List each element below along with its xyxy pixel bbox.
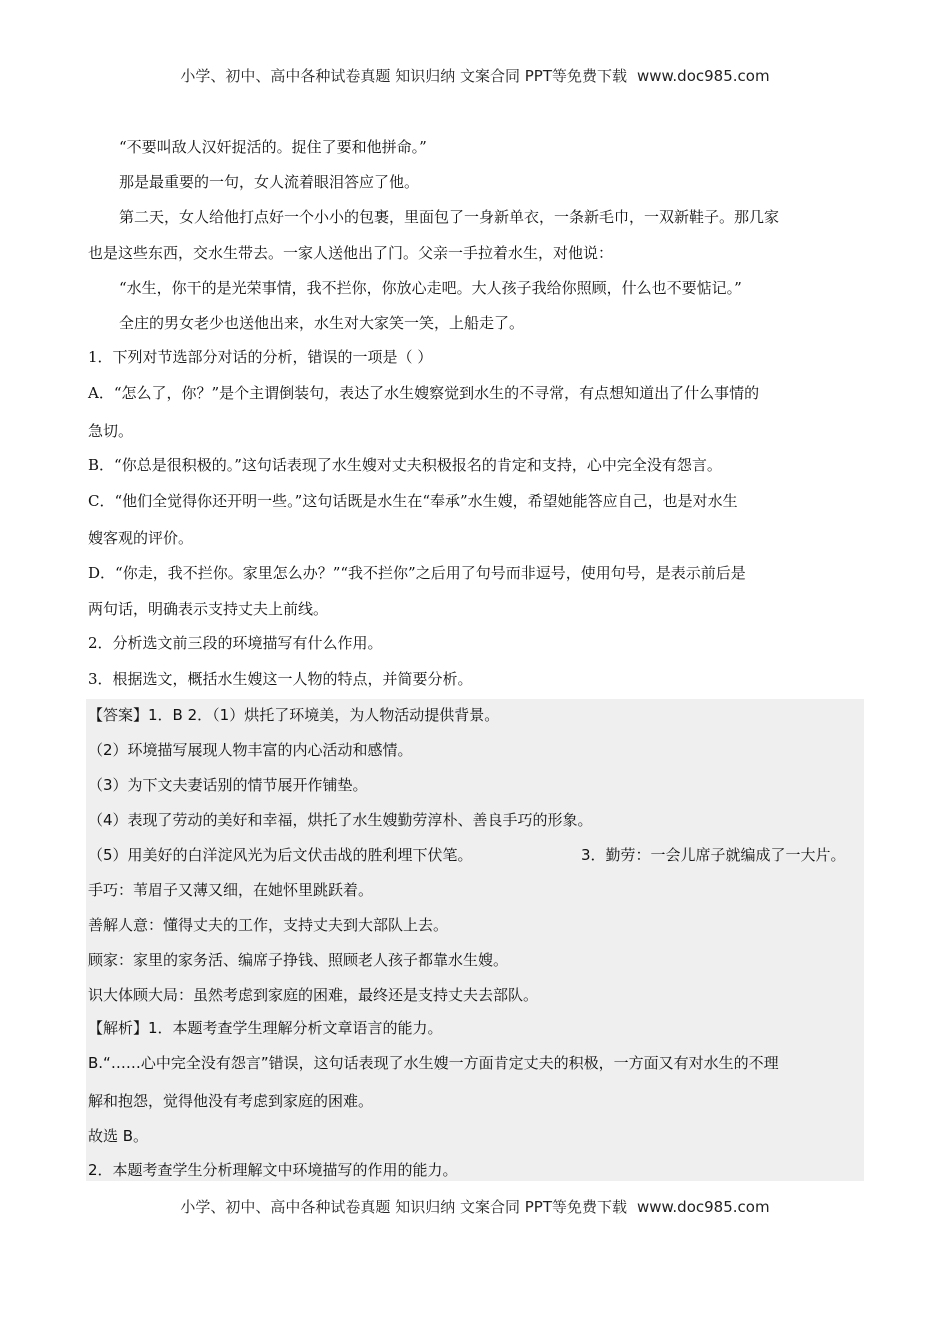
analysis-line: B.“……心中完全没有怨言”错误，这句话表现了水生嫂一方面肯定丈夫的积极，一方面又有对水生的不理 (88, 1054, 779, 1072)
answer-line: 【答案】1．B 2．（1）烘托了环境美，为人物活动提供背景。 (88, 706, 500, 724)
option-a-cont: 急切。 (88, 422, 134, 440)
passage-line: “水生，你干的是光荣事情，我不拦你，你放心走吧。大人孩子我给你照顾，什么也不要惦记。” (119, 279, 742, 297)
answer-line: 识大体顾大局：虽然考虑到家庭的困难，最终还是支持丈夫去部队。 (88, 986, 539, 1004)
option-b: B．“你总是很积极的。”这句话表现了水生嫂对丈夫积极报名的肯定和支持，心中完全没有怨言。 (88, 456, 722, 474)
analysis-line: 解和抱怨，觉得他没有考虑到家庭的困难。 (88, 1092, 374, 1110)
answer-line: 善解人意：懂得丈夫的工作，支持丈夫到大部队上去。 (88, 916, 449, 934)
option-d-cont: 两句话，明确表示支持丈夫上前线。 (88, 600, 329, 618)
answer-line: 3．勤劳：一会儿席子就编成了一大片。 (581, 846, 846, 864)
answer-line: 顾家：家里的家务活、编席子挣钱、照顾老人孩子都靠水生嫂。 (88, 951, 509, 969)
page-footer (0, 1196, 950, 1217)
passage-line: 也是这些东西，交水生带去。一家人送他出了门。父亲一手拉着水生，对他说： (88, 244, 614, 262)
passage-line: “不要叫敌人汉奸捉活的。捉住了要和他拼命。” (119, 138, 427, 156)
passage-line: 全庄的男女老少也送他出来，水生对大家笑一笑，上船走了。 (119, 314, 525, 332)
answer-line: （4）表现了劳动的美好和幸福，烘托了水生嫂勤劳淳朴、善良手巧的形象。 (88, 811, 593, 829)
analysis-line: 故选 B。 (88, 1127, 149, 1145)
option-a: A．“怎么了，你？”是个主谓倒装句，表达了水生嫂察觉到水生的不寻常，有点想知道出了什么事情的 (88, 384, 760, 402)
answer-line: （2）环境描写展现人物丰富的内心活动和感情。 (88, 741, 413, 759)
analysis-line: 2．本题考查学生分析理解文中环境描写的作用的能力。 (88, 1161, 458, 1179)
option-c: C．“他们全觉得你还开明一些。”这句话既是水生在“奉承”水生嫂，希望她能答应自己，也是对水生 (88, 492, 738, 510)
option-d: D．“你走，我不拦你。家里怎么办？”“我不拦你”之后用了句号而非逗号，使用句号，是表示前后是 (88, 564, 746, 582)
question-3: 3．根据选文，概括水生嫂这一人物的特点，并简要分析。 (88, 670, 473, 688)
footer-url[interactable]: www.doc985.com (636, 1198, 770, 1216)
option-c-cont: 嫂客观的评价。 (88, 529, 194, 547)
question-1: 1．下列对节选部分对话的分析，错误的一项是（ ） (88, 348, 433, 366)
answer-line: 手巧：苇眉子又薄又细，在她怀里跳跃着。 (88, 881, 374, 899)
page-header (0, 65, 950, 86)
answer-line: （5）用美好的白洋淀风光为后文伏击战的胜利埋下伏笔。 (88, 846, 473, 864)
passage-line: 第二天，女人给他打点好一个小小的包裹，里面包了一身新单衣，一条新毛巾，一双新鞋子。那几家 (119, 208, 780, 226)
header-url[interactable]: www.doc985.com (636, 67, 770, 85)
passage-line: 那是最重要的一句，女人流着眼泪答应了他。 (119, 173, 420, 191)
answer-line: （3）为下文夫妻话别的情节展开作铺垫。 (88, 776, 368, 794)
analysis-line: 【解析】1．本题考查学生理解分析文章语言的能力。 (88, 1019, 443, 1037)
question-2: 2．分析选文前三段的环境描写有什么作用。 (88, 634, 383, 652)
footer-text: 小学、初中、高中各种试卷真题 知识归纳 文案合同 PPT等免费下载 (180, 1198, 627, 1216)
header-text: 小学、初中、高中各种试卷真题 知识归纳 文案合同 PPT等免费下载 (180, 67, 627, 85)
